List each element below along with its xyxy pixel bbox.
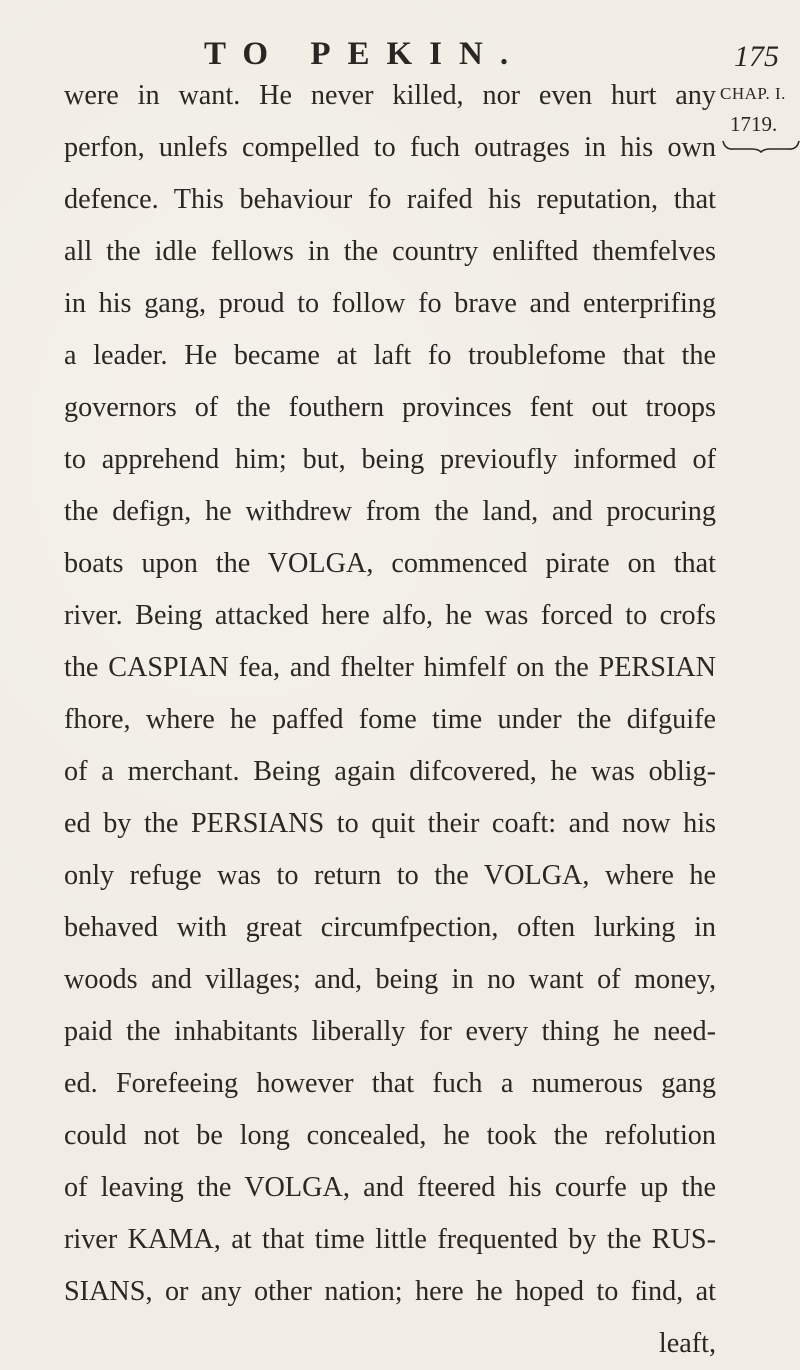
- text-line: perfon, unlefs compelled to fuch outrages in his own: [64, 132, 716, 163]
- text-line: ed. Forefeeing however that fuch a numerous gang: [64, 1068, 716, 1099]
- text-line: of a merchant. Being again difcovered, he was oblig-: [64, 756, 716, 787]
- text-line: paid the inhabitants liberally for every thing he need-: [64, 1016, 716, 1047]
- margin-chapter: CHAP. I.: [720, 84, 786, 103]
- text-line: a leader. He became at laft fo troublefome that the: [64, 340, 716, 371]
- text-line: river KAMA, at that time little frequented by the RUS-: [64, 1224, 716, 1255]
- text-line: of leaving the VOLGA, and fteered his courfe up the: [64, 1172, 716, 1203]
- text-line: ed by the PERSIANS to quit their coaft: and now his: [64, 808, 716, 839]
- page-number: 175: [734, 40, 779, 73]
- text-line: all the idle fellows in the country enlifted themfelves: [64, 236, 716, 267]
- text-line: the CASPIAN fea, and fhelter himfelf on the PERSIAN: [64, 652, 716, 683]
- text-line: to apprehend him; but, being previoufly informed of: [64, 444, 716, 475]
- margin-note: [720, 82, 800, 160]
- text-line: defence. This behaviour fo raifed his reputation, that: [64, 184, 716, 215]
- text-line: were in want. He never killed, nor even hurt any: [64, 80, 716, 111]
- running-title: TO PEKIN.: [204, 36, 526, 72]
- margin-year: 1719.: [730, 112, 778, 136]
- text-line: governors of the fouthern provinces fent out troops: [64, 392, 716, 423]
- text-line: river. Being attacked here alfo, he was forced to crofs: [64, 600, 716, 631]
- text-line: woods and villages; and, being in no want of money,: [64, 964, 716, 995]
- text-line: in his gang, proud to follow fo brave and enterprifing: [64, 288, 716, 319]
- text-line: could not be long concealed, he took the refolution: [64, 1120, 716, 1151]
- text-line: the defign, he withdrew from the land, and procuring: [64, 496, 716, 527]
- body-text: [64, 70, 716, 1370]
- text-line: only refuge was to return to the VOLGA, where he: [64, 860, 716, 891]
- catchword: leaft,: [658, 1328, 716, 1359]
- text-line: fhore, where he paffed fome time under the difguife: [64, 704, 716, 735]
- text-line: behaved with great circumfpection, often lurking in: [64, 912, 716, 943]
- text-line: boats upon the VOLGA, commenced pirate on that: [64, 548, 716, 579]
- margin-brace-ornament: [722, 139, 800, 153]
- text-line: SIANS, or any other nation; here he hoped to find, at: [64, 1276, 716, 1307]
